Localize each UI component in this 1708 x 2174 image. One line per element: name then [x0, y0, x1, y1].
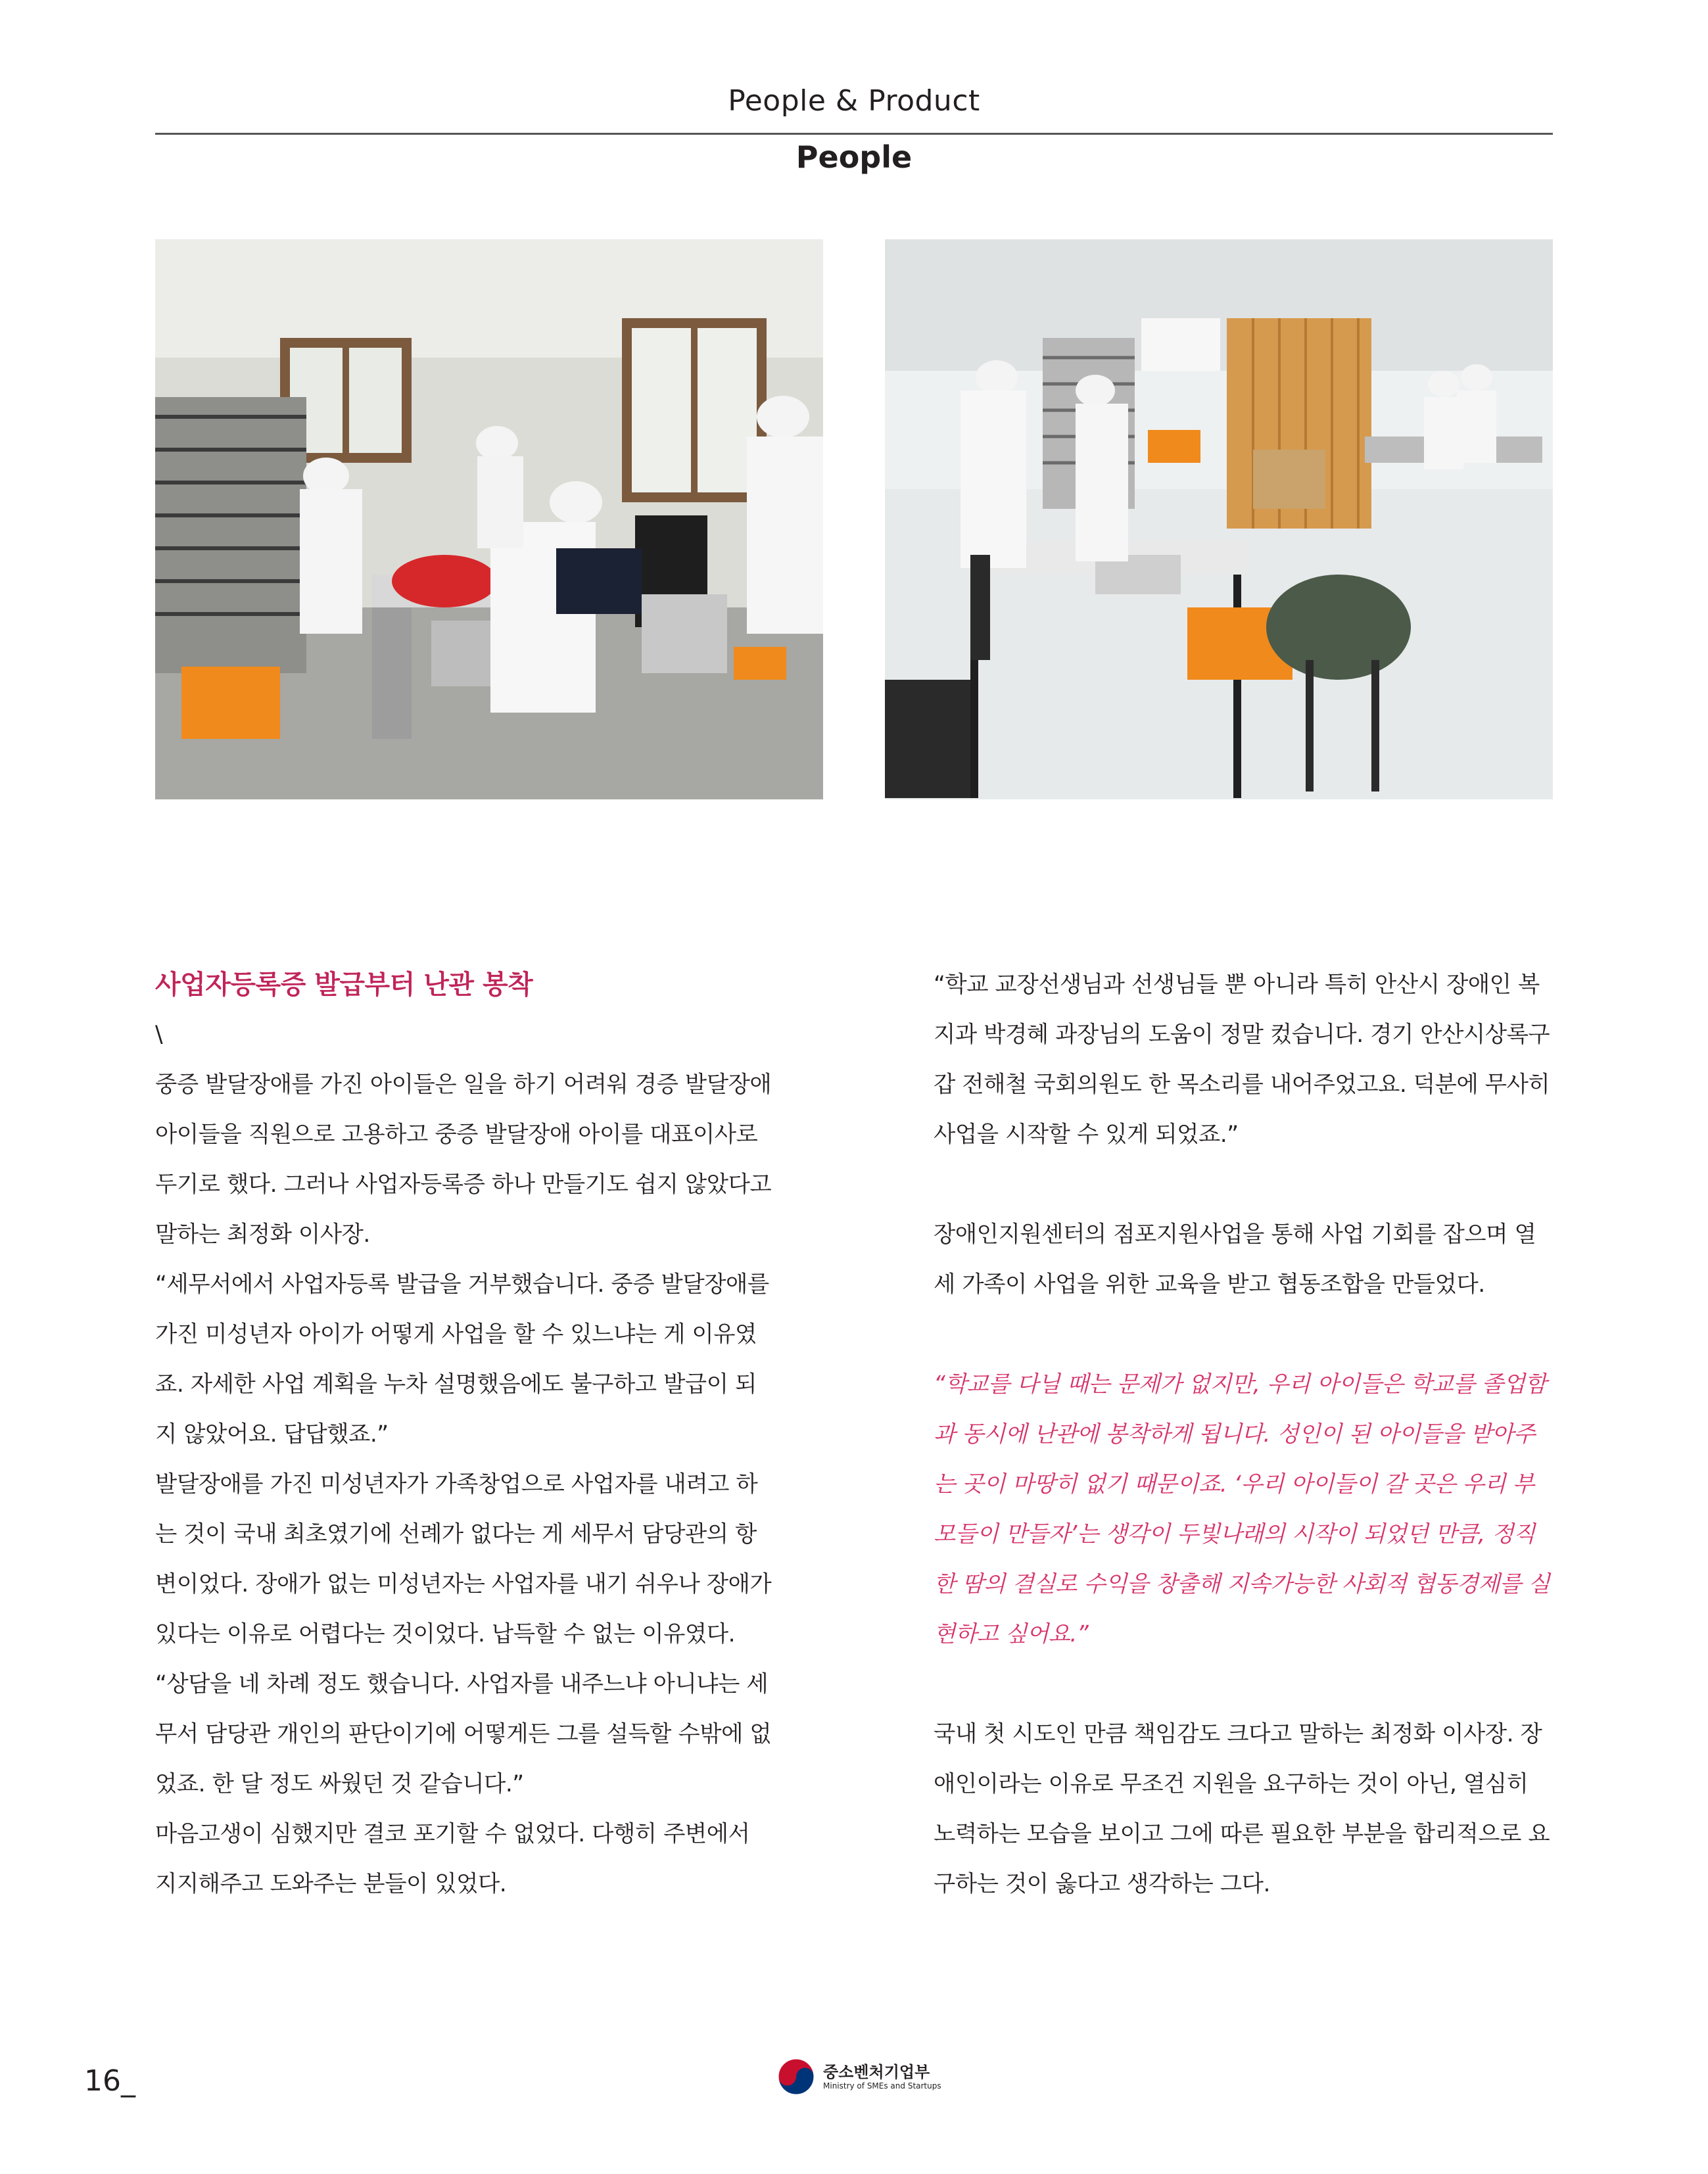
quote-paragraph: “상담을 네 차례 정도 했습니다. 사업자를 내주느냐 아니냐는 세무서 담당관 개인의 판단이기에 어떻게든 그를 설득할 수밖에 없었죠. 한 달 정도 싸웠던 것 같습니다.”: [155, 1671, 772, 1797]
right-text-column: [934, 960, 1553, 1909]
header-title: People & Product: [728, 84, 980, 118]
body-paragraph: 중증 발달장애를 가진 아이들은 일을 하기 어려워 경증 발달장애 아이들을 직원으로 고용하고 중증 발달장애 아이를 대표이사로 두기로 했다. 그러나 사업자등록증 하나 만들기도 쉽지 않았다고 말하는 최정화 이사장.: [155, 1072, 772, 1248]
workshop-interior-photo: [885, 239, 1553, 799]
workers-packing-photo: [155, 239, 823, 799]
closing-paragraph: 국내 첫 시도인 만큼 책임감도 크다고 말하는 최정화 이사장. 장애인이라는 이유로 무조건 지원을 요구하는 것이 아닌, 열심히 노력하는 모습을 보이고 그에 따른 필요한 부분을 합리적으로 요구하는 것이 옳다고 생각하는 그다.: [934, 1721, 1550, 1897]
logo-english-text: Ministry of SMEs and Startups: [823, 2081, 941, 2091]
logo-korean-text: 중소벤처기업부: [823, 2063, 930, 2081]
page-number: 16_: [84, 2064, 135, 2098]
quote-paragraph: “세무서에서 사업자등록 발급을 거부했습니다. 중증 발달장애를 가진 미성년자 아이가 어떻게 사업을 할 수 있느냐는 게 이유였죠. 자세한 사업 계획을 누차 설명했음에도 불구하고 발급이 되지 않았어요. 답답했죠.”: [155, 1271, 769, 1448]
body-paragraph: 마음고생이 심했지만 결코 포기할 수 없었다. 다행히 주변에서 지지해주고 도와주는 분들이 있었다.: [155, 1821, 750, 1897]
taegeuk-emblem-icon: [777, 2058, 815, 2096]
section-heading: 사업자등록증 발급부터 난관 봉착: [155, 970, 533, 1000]
left-text-column: [155, 960, 774, 1909]
header-divider: [155, 133, 1553, 135]
quote-paragraph: “학교 교장선생님과 선생님들 뿐 아니라 특히 안산시 장애인 복지과 박경혜 과장님의 도움이 정말 컸습니다. 경기 안산시상록구갑 전해철 국회의원도 한 목소리를 내어주었고요. 덕분에 무사히 사업을 시작할 수 있게 되었죠.”: [934, 972, 1550, 1148]
body-paragraph: 발달장애를 가진 미성년자가 가족창업으로 사업자를 내려고 하는 것이 국내 최초였기에 선례가 없다는 게 세무서 담당관의 항변이었다. 장애가 없는 미성년자는 사업자를 내기 쉬우나 장애가 있다는 이유로 어렵다는 것이었다. 납득할 수 없는 이유였다.: [155, 1471, 772, 1647]
ministry-logo: [777, 2058, 948, 2100]
pull-quote: “학교를 다닐 때는 문제가 없지만, 우리 아이들은 학교를 졸업함과 동시에 난관에 봉착하게 됩니다. 성인이 된 아이들을 받아주는 곳이 마땅히 없기 때문이죠. ‘우리 아이들이 갈 곳은 우리 부모들이 만들자’는 생각이 두빛나래의 시작이 되었던 만큼, 정직한 땀의 결실로 수익을 창출해 지속가능한 사회적 협동경제를 실현하고 싶어요.”: [934, 1371, 1550, 1647]
body-paragraph: 장애인지원센터의 점포지원사업을 통해 사업 기회를 잡으며 열 세 가족이 사업을 위한 교육을 받고 협동조합을 만들었다.: [934, 1221, 1536, 1298]
section-label: People: [795, 139, 913, 175]
stray-mark: \: [155, 1022, 163, 1048]
